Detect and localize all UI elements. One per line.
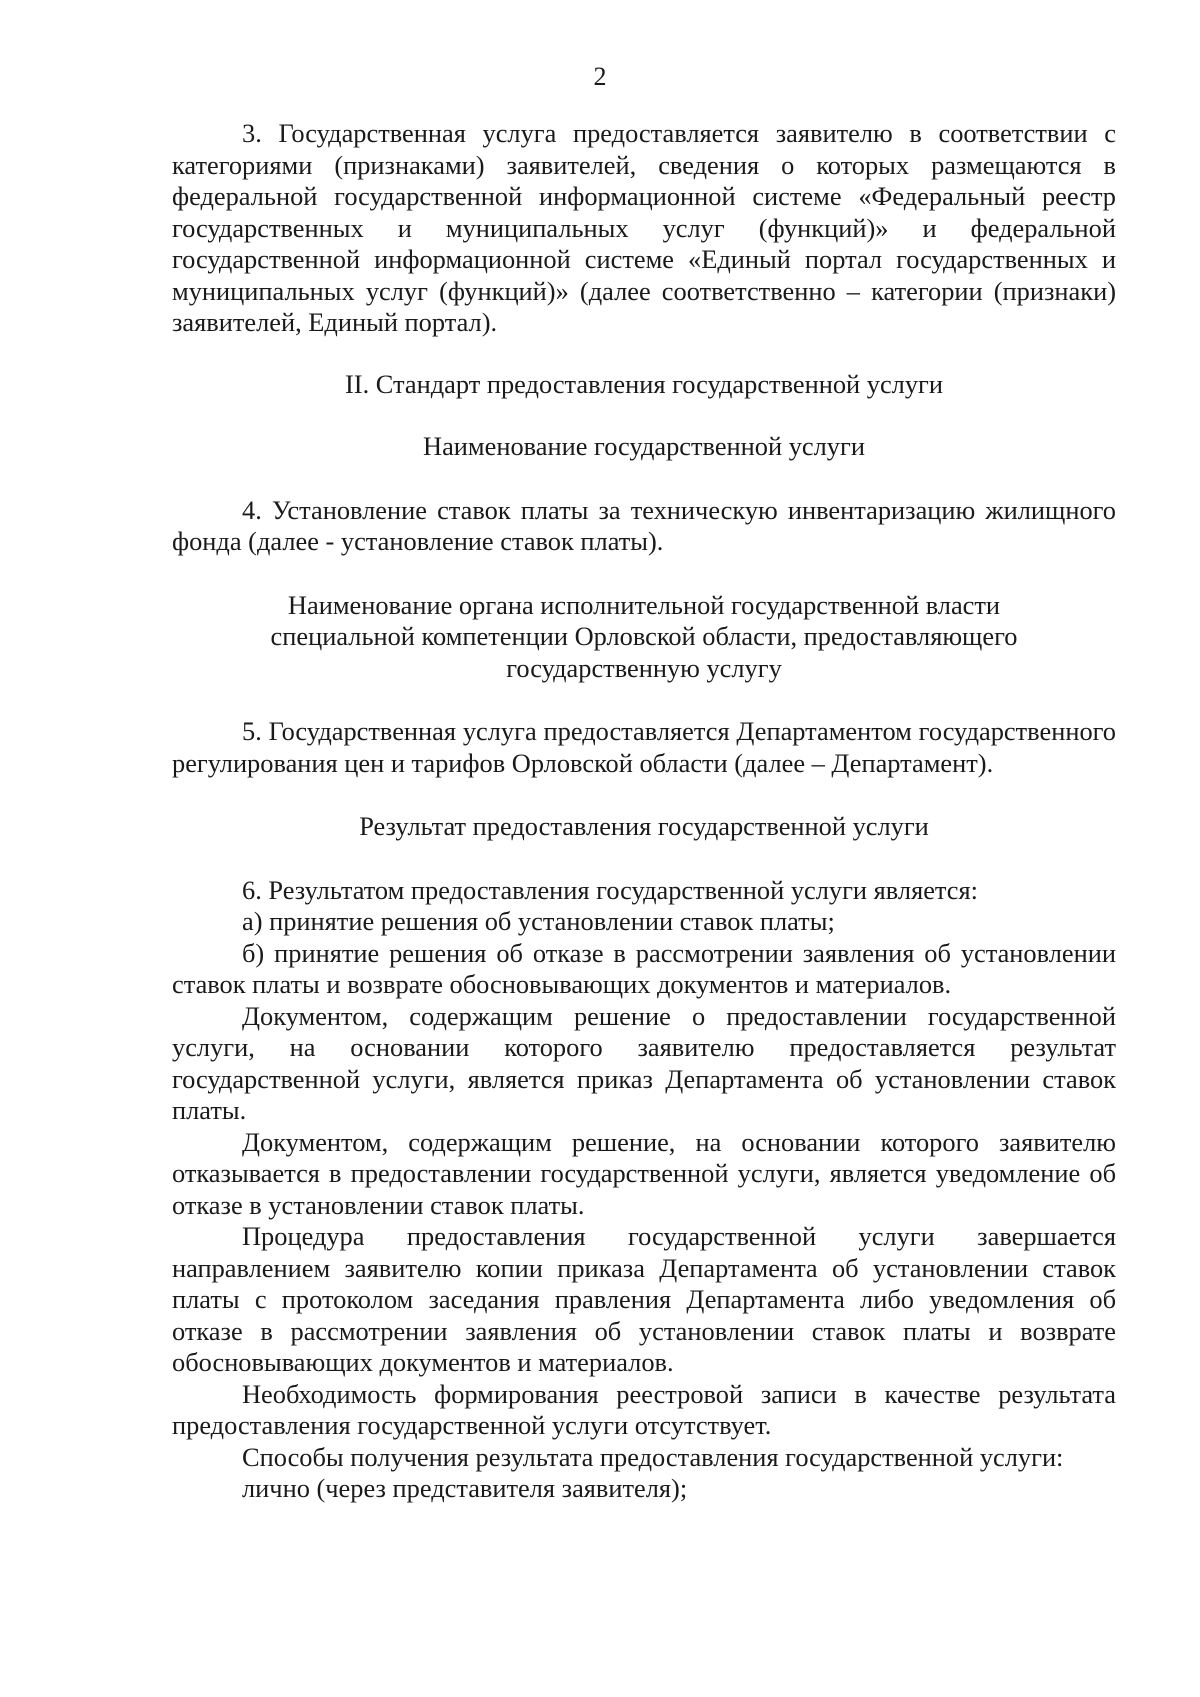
paragraph-document-refuse: Документом, содержащим решение, на основании которого заявителю отказывается в предоставлении государственной услуги, является уведомление об отказе в установлении ставок платы. [172,1126,1116,1220]
paragraph-personally: лично (через представителя заявителя); [242,1473,688,1503]
heading-authority [172,590,1116,685]
paragraph-procedure: Процедура предоставления государственной услуги завершается направлением заявителю копии приказа Департамента об установлении ставок платы с протоколом заседания правления Департамента либо уведомления об отказе в рассмотрении заявления об установлении ставок платы и возврате обосновывающих документов и материалов. [172,1221,1116,1377]
heading-authority-line-1: Наименование органа исполнительной государственной власти [287,589,1001,620]
paragraph-6a: а) принятие решения об установлении ставок платы; [242,906,835,936]
heading-authority-line-2: специальной компетенции Орловской области, предоставляющего [270,621,1018,651]
heading-authority-line-3: государственную услугу [506,652,782,683]
paragraph-5: 5. Государственная услуга предоставляется Департаментом государственного регулирования цен и тарифов Орловской области (далее – Департамент). [172,716,1116,778]
heading-service-name: Наименование государственной услуги [423,431,865,461]
page-number: 2 [593,62,607,91]
document-body [172,118,1116,1505]
paragraph-document-grant: Документом, содержащим решение о предоставлении государственной услуги, на основании которого заявителю предоставляется результат государственной услуги, является приказ Департамента об установлении ставок платы. [172,1000,1116,1125]
paragraph-registry: Необходимость формирования реестровой записи в качестве результата предоставления государственной услуги отсутствует. [172,1378,1116,1440]
paragraph-3: 3. Государственная услуга предоставляется заявителю в соответствии с категориями (признаками) заявителей, сведения о которых размещаются в федеральной государственной информационной системе «Федеральный реестр государственных и муниципальных услуг (функций)» и федеральной государственной информационной системе «Единый портал государственных и муниципальных услуг (функций)» (далее соответственно – категории (признаки) заявителей, Единый портал). [172,118,1116,337]
heading-result: Результат предоставления государственной услуги [359,811,929,841]
paragraph-methods: Способы получения результата предоставления государственной услуги: [242,1441,1064,1472]
section-heading: II. Стандарт предоставления государственной услуги [345,368,943,399]
paragraph-6: 6. Результатом предоставления государственной услуги является: [242,874,978,905]
paragraph-6b: б) принятие решения об отказе в рассмотрении заявления об установлении ставок платы и возврате обосновывающих документов и материалов. [172,937,1116,999]
paragraph-4: 4. Установление ставок платы за техническую инвентаризацию жилищного фонда (далее - установление ставок платы). [172,494,1116,556]
